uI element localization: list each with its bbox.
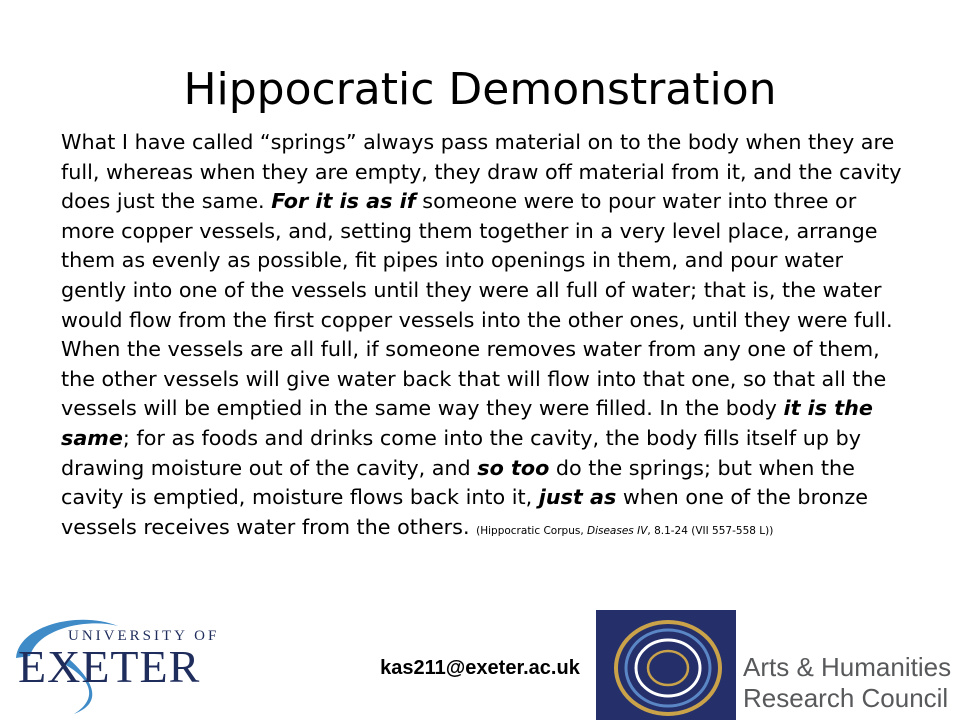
quote-segment: What I have called “springs” always pass material on to the body when they are full, whereas when they are empty, they draw off material from it, and the cavity does just the same. — [61, 130, 902, 214]
exeter-main-text: EXETER — [18, 641, 201, 692]
quote-segment: someone were to pour water into three or more copper vessels, and, setting them together in a very level place, arrange them as evenly as possible, fit pipes into openings in them, and pour water gently into one of the vessels until they were all full of water; that is, the water would flow from the first copper vessels into the other ones, until they were full. When the vessels are all full, if someone removes water from any one of them, the other vessels will give water back that will flow into that one, so that all the vessels will be emptied in the same way they were filled. In the body — [61, 189, 893, 421]
ahrc-wordmark — [743, 652, 951, 714]
citation — [476, 525, 773, 537]
quote-segment: when one of the bronze vessels receives water from the others. — [61, 485, 868, 539]
quote-segment: ; for as foods and drinks come into the cavity, the body fills itself up by drawing moisture out of the cavity, and — [61, 425, 861, 480]
emphasis-text: so too — [477, 455, 550, 480]
quote-segment: do the springs; but when the cavity is emptied, moisture flows back into it, — [61, 455, 855, 510]
exeter-top-text: UNIVERSITY OF — [68, 628, 220, 644]
emphasis-text: it is the same — [61, 396, 873, 450]
citation-work: Diseases IV — [587, 524, 648, 537]
emphasis-text: just as — [538, 485, 617, 510]
contact-email[interactable]: kas211@exeter.ac.uk — [380, 657, 580, 679]
ahrc-line-2: Research Council — [743, 683, 949, 713]
citation-text: , 8.1-24 (VII 557-558 L)) — [647, 524, 774, 537]
emphasis-text: For it is as if — [271, 189, 416, 214]
slide-title: Hippocratic Demonstration — [183, 64, 777, 115]
citation-text: (Hippocratic Corpus, — [476, 524, 587, 537]
ahrc-line-1: Arts & Humanities — [743, 652, 952, 682]
quote-paragraph — [61, 128, 907, 546]
